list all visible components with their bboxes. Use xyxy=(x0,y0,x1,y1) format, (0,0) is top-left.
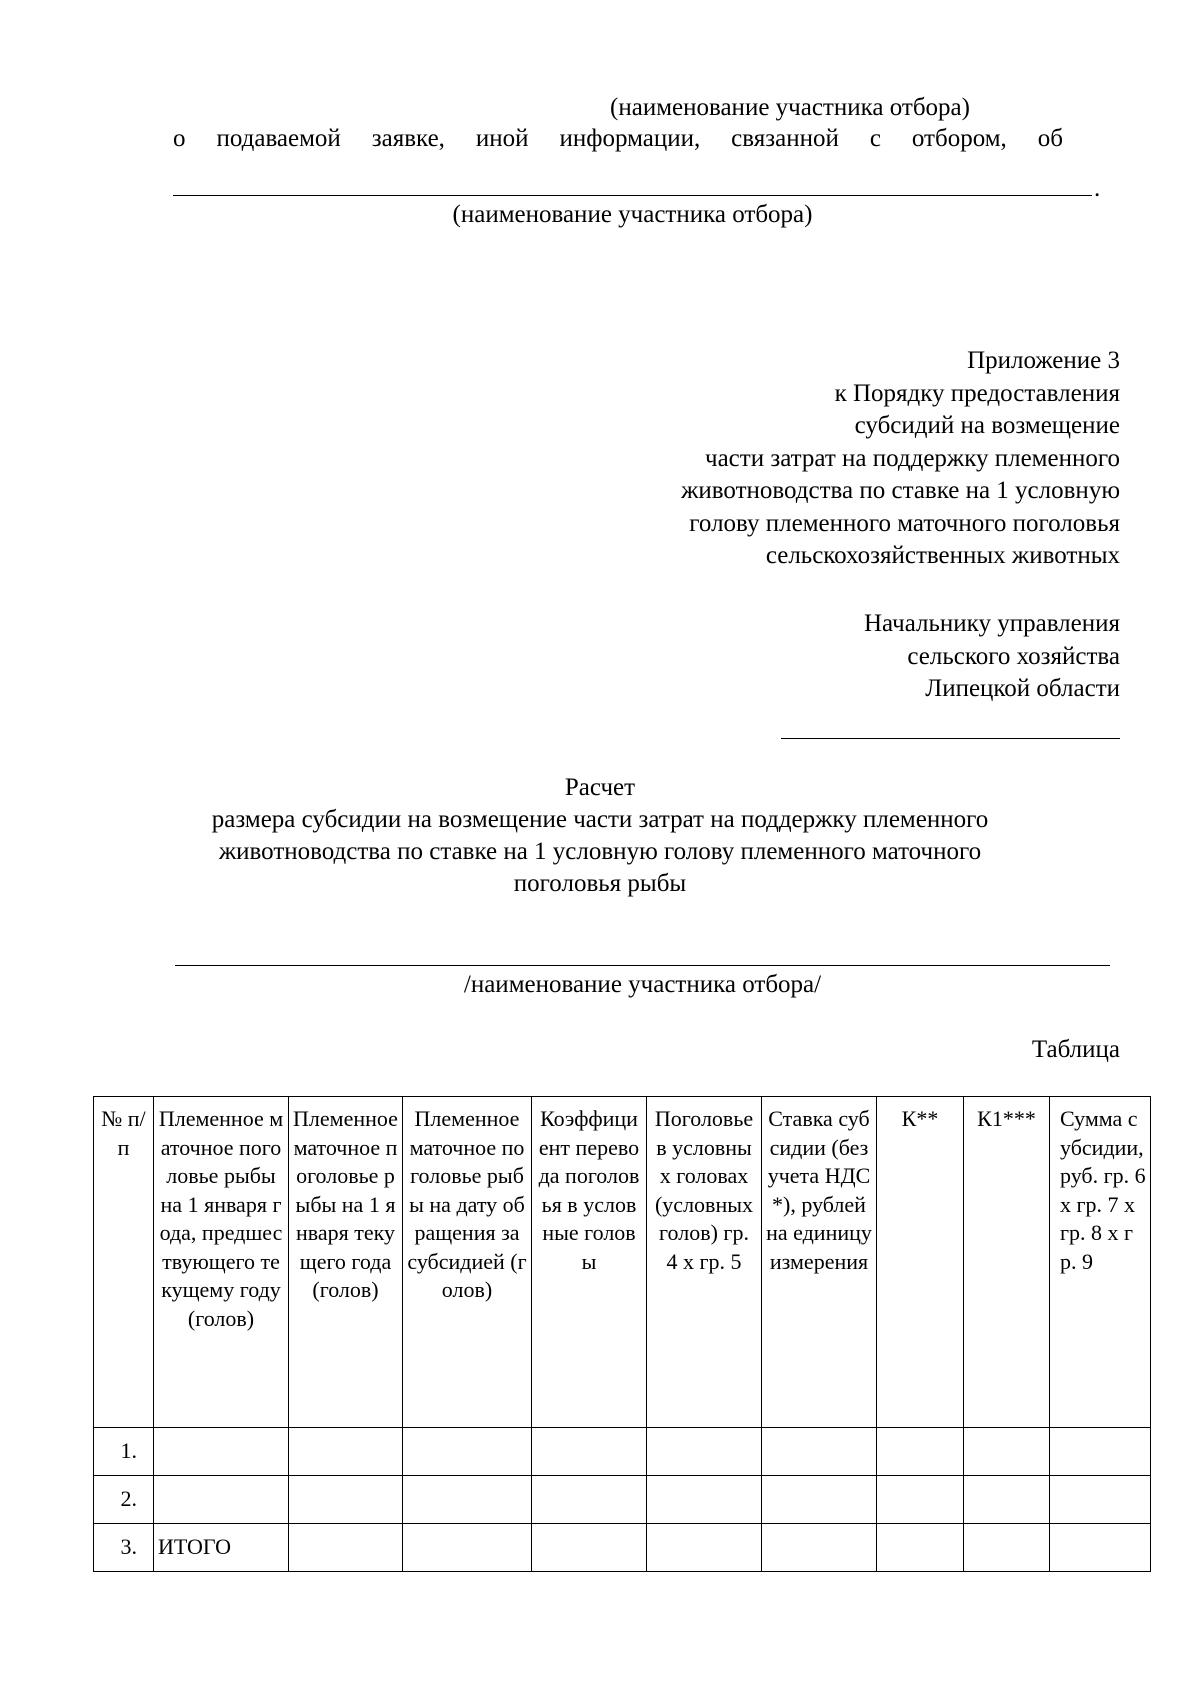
table-cell xyxy=(532,1428,647,1476)
title-line: размера субсидии на возмещение части затрат на поддержку племенного xyxy=(211,806,989,833)
header-cell: Племенное маточное поголовье рыбы на 1 января года, предшествующего текущему году (голов) xyxy=(154,1097,289,1428)
table-cell xyxy=(877,1476,964,1524)
appendix-line: животноводства по ставке на 1 условную xyxy=(681,477,1120,504)
title-line: животноводства по ставке на 1 условную голову племенного маточного xyxy=(218,838,982,865)
table-cell xyxy=(1050,1524,1151,1572)
top-caption-1: (наименование участника отбора) xyxy=(610,94,970,121)
table-cell xyxy=(877,1428,964,1476)
header-cell: № п/п xyxy=(94,1097,154,1428)
header-cell: Племенное маточное поголовье рыбы на дату обращения за субсидией (голов) xyxy=(403,1097,532,1428)
table-cell xyxy=(1050,1476,1151,1524)
participant-name-line-1 xyxy=(173,195,1092,196)
appendix-line: Приложение 3 xyxy=(967,347,1120,374)
table-cell xyxy=(762,1476,877,1524)
sentence-period: . xyxy=(1094,175,1101,202)
addressee-name-line xyxy=(781,738,1120,739)
header-cell: К1*** xyxy=(964,1097,1050,1428)
participant-name-line-2 xyxy=(175,965,1110,966)
header-cell: Поголовье в условных головах (условных голов) гр. 4 х гр. 5 xyxy=(647,1097,762,1428)
table-cell xyxy=(762,1428,877,1476)
header-cell: Сумма субсидии, руб. гр. 6 х гр. 7 х гр. 8 х гр. 9 xyxy=(1050,1097,1151,1428)
top-sentence: о подаваемой заявке, иной информации, связанной с отбором, об xyxy=(173,125,1063,152)
row-label: ИТОГО xyxy=(154,1524,289,1572)
table-cell xyxy=(289,1476,403,1524)
row-label xyxy=(154,1428,289,1476)
table-cell xyxy=(964,1428,1050,1476)
header-cell: Племенное маточное поголовье рыбы на 1 января текущего года (голов) xyxy=(289,1097,403,1428)
table-cell xyxy=(532,1524,647,1572)
addressee-block xyxy=(600,608,1120,706)
table-cell xyxy=(403,1428,532,1476)
table-row xyxy=(94,1428,1151,1476)
header-cell: К** xyxy=(877,1097,964,1428)
appendix-line: части затрат на поддержку племенного xyxy=(705,444,1120,472)
appendix-line: сельскохозяйственных животных xyxy=(765,542,1120,569)
addressee-line: Начальнику управления xyxy=(864,610,1120,637)
participant-caption: /наименование участника отбора/ xyxy=(463,971,822,998)
addressee-line: сельского хозяйства xyxy=(907,642,1120,670)
appendix-block xyxy=(500,345,1120,573)
table-row xyxy=(94,1476,1151,1524)
table-cell xyxy=(403,1524,532,1572)
header-cell: Коэффициент перевода поголовья в условные головы xyxy=(532,1097,647,1428)
table-cell xyxy=(289,1524,403,1572)
addressee-line: Липецкой области xyxy=(925,675,1120,702)
table-cell xyxy=(647,1524,762,1572)
title-heading: Расчет xyxy=(564,774,636,801)
table-row xyxy=(94,1524,1151,1572)
row-number: 2. xyxy=(94,1476,154,1524)
table-cell xyxy=(964,1524,1050,1572)
row-label xyxy=(154,1476,289,1524)
row-number: 1. xyxy=(94,1428,154,1476)
appendix-line: субсидий на возмещение xyxy=(854,412,1120,439)
header-cell: Ставка субсидии (без учета НДС *), рублей на единицу измерения xyxy=(762,1097,877,1428)
table-cell xyxy=(1050,1428,1151,1476)
appendix-line: голову племенного маточного поголовья xyxy=(689,509,1120,537)
row-number: 3. xyxy=(94,1524,154,1572)
table-header-row xyxy=(94,1097,1151,1428)
appendix-line: к Порядку предоставления xyxy=(834,379,1120,407)
table-cell xyxy=(762,1524,877,1572)
top-caption-2: (наименование участника отбора) xyxy=(452,201,813,228)
table-cell xyxy=(647,1476,762,1524)
subsidy-table xyxy=(93,1096,1151,1572)
table-cell xyxy=(647,1428,762,1476)
table-cell xyxy=(532,1476,647,1524)
table-cell xyxy=(289,1428,403,1476)
table-label: Таблица xyxy=(1031,1036,1120,1063)
table-cell xyxy=(877,1524,964,1572)
table-cell xyxy=(964,1476,1050,1524)
table-cell xyxy=(403,1476,532,1524)
document-title xyxy=(100,772,1100,900)
title-line: поголовья рыбы xyxy=(513,870,687,897)
